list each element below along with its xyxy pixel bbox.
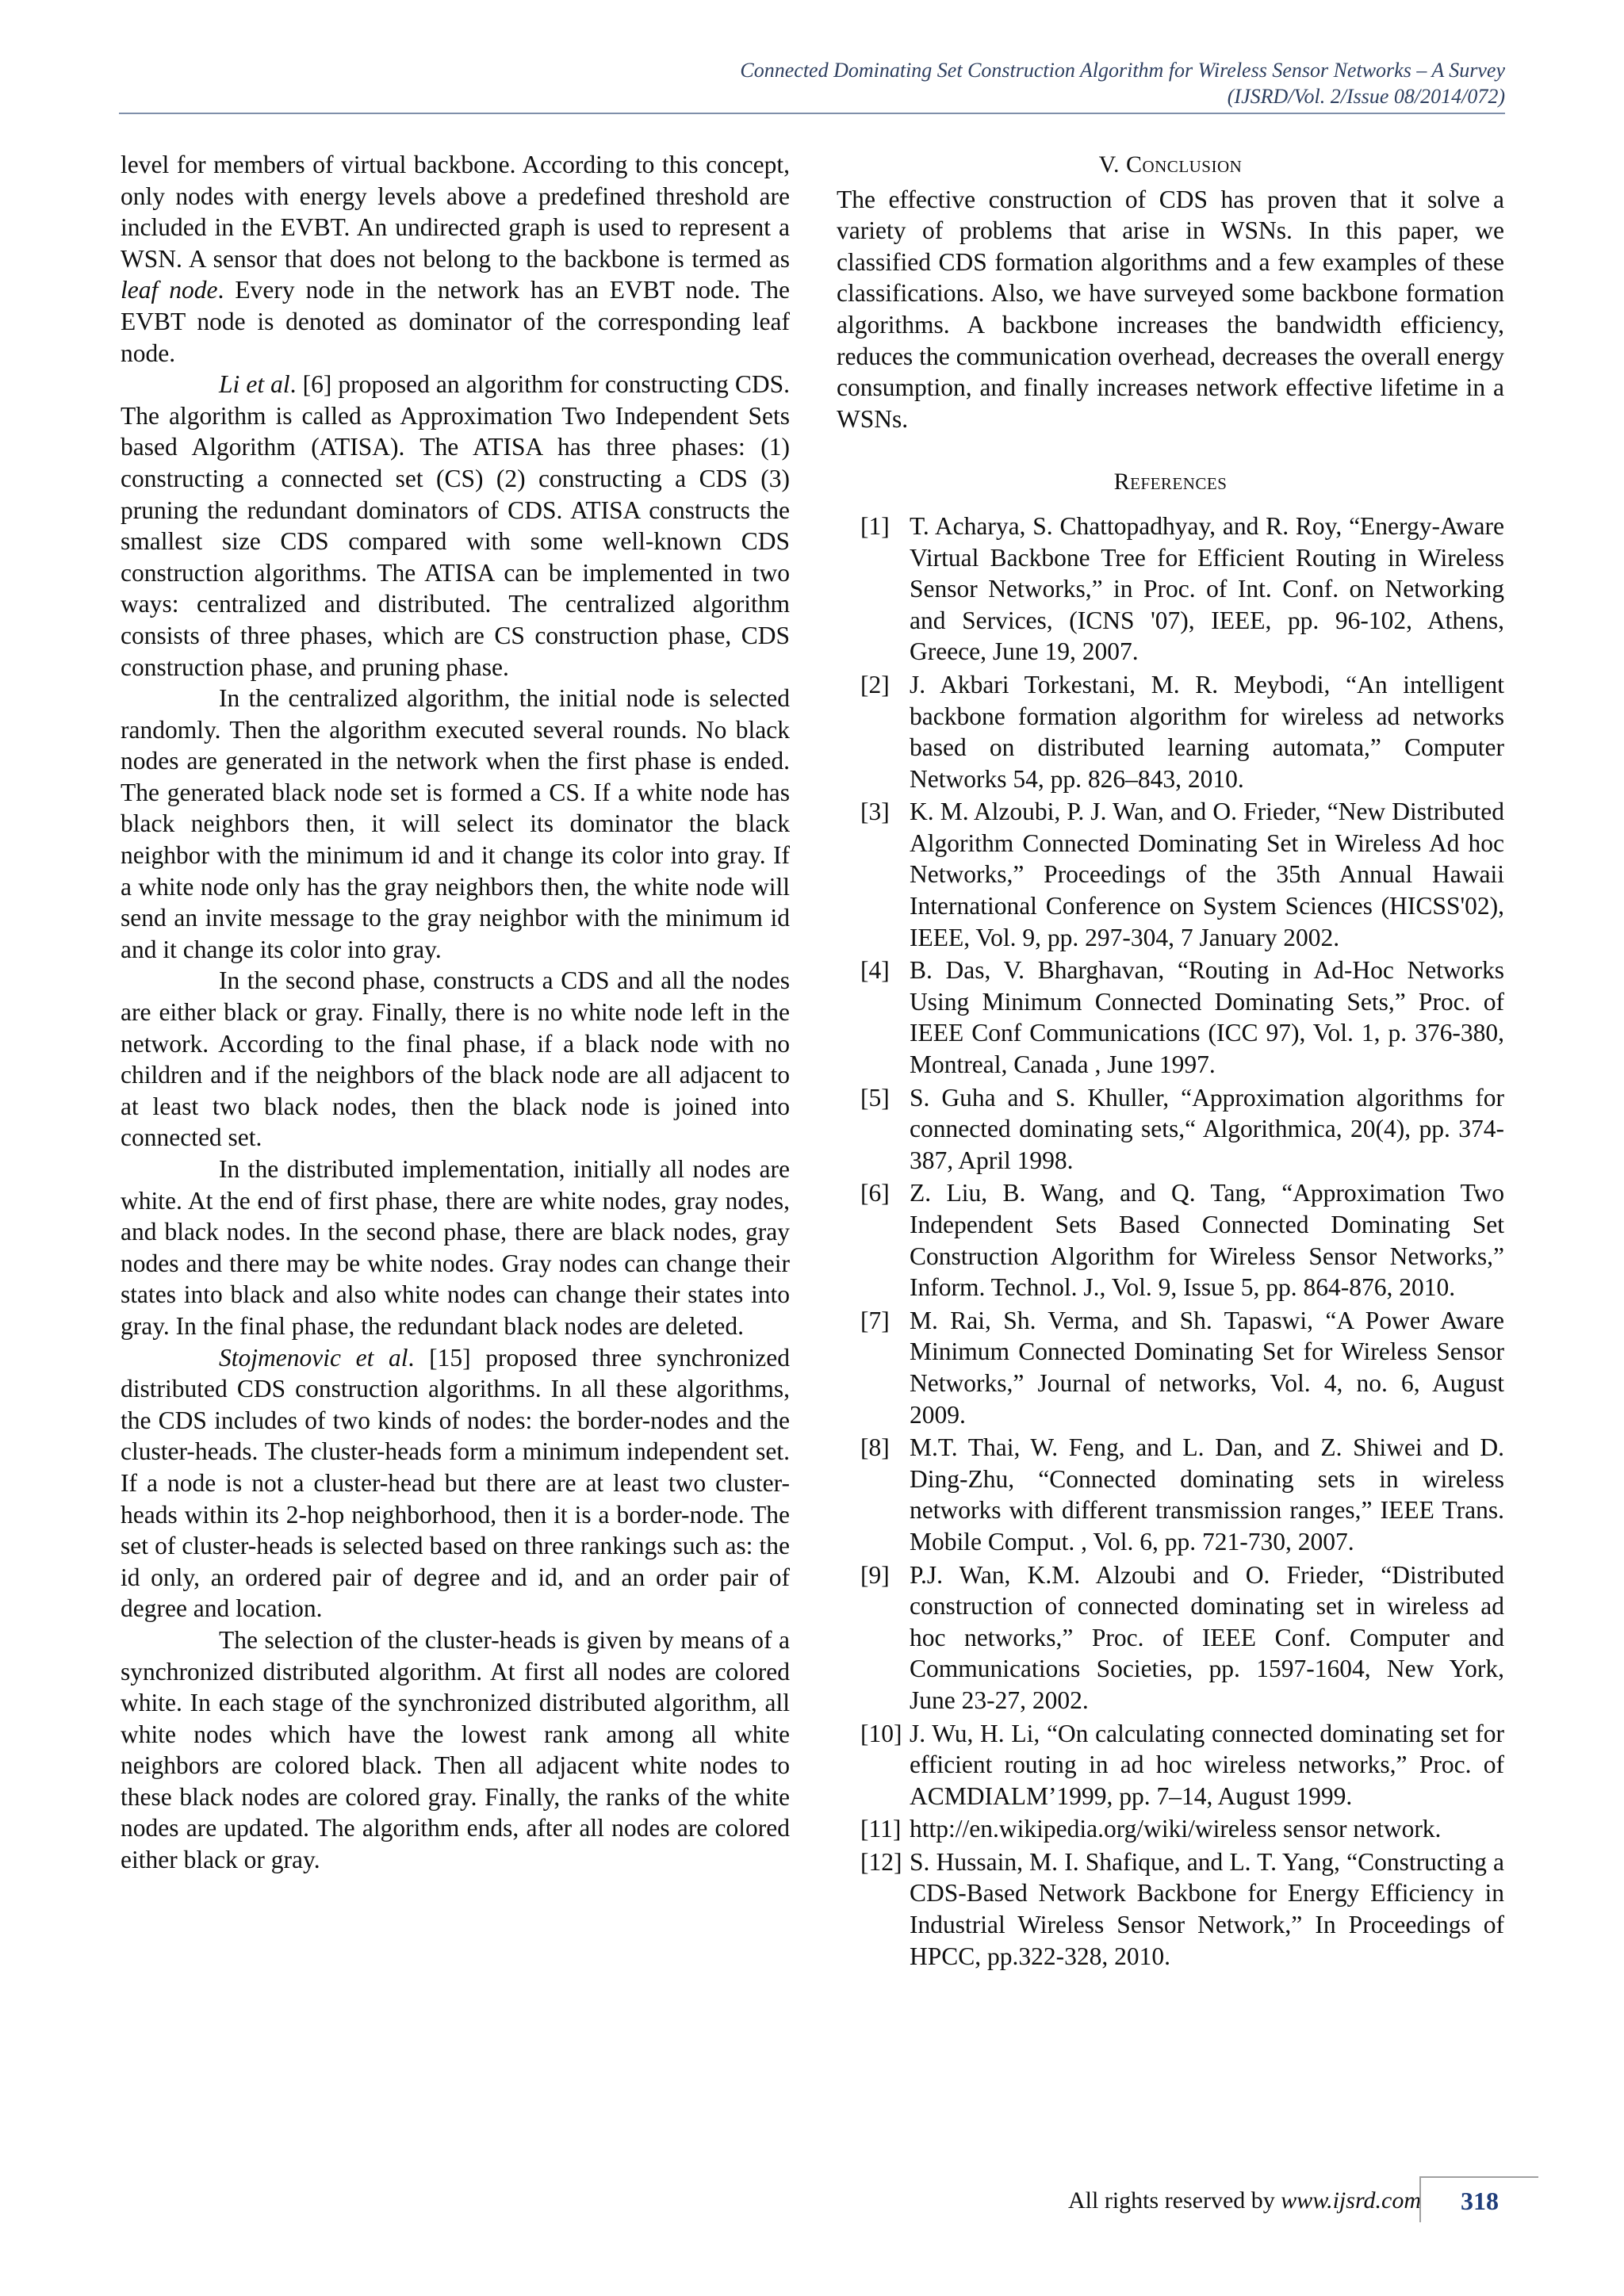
page-number: 318 xyxy=(1419,2176,1538,2222)
reference-number: [8] xyxy=(860,1433,890,1462)
reference-text: K. M. Alzoubi, P. J. Wan, and O. Frieder, “New Distributed Algorithm Connected Dominating Set in Wireless Ad hoc Networks,” Proceedings of the 35th Annual Hawaii International Conference on System Sciences (HICSS'02), IEEE, Vol. 9, pp. 297-304, 7 January 2002. xyxy=(910,798,1504,951)
reference-item xyxy=(837,1846,1504,1972)
reference-item xyxy=(837,1305,1504,1430)
reference-item xyxy=(837,955,1504,1080)
reference-text: S. Hussain, M. I. Shafique, and L. T. Yang, “Constructing a CDS-Based Network Backbone for Energy Efficiency in Industrial Wireless Sensor Network,” In Proceedings of HPCC, pp.322-328, 2010. xyxy=(910,1847,1504,1970)
paragraph-atisa: Li et al. [6] proposed an algorithm for constructing CDS. The algorithm is called as Approximation Two Independent Sets based Algorithm (ATISA). The ATISA has three phases: (1) constructing a connected set (CS) (2) constructing a CDS (3) pruning the redundant dominators of CDS. ATISA constructs the smallest size CDS compared with some well-known CDS construction algorithms. The ATISA can be implemented in two ways: centralized and distributed. The centralized algorithm consists of three phases, which are CS construction phase, CDS construction phase, and pruning phase. xyxy=(121,370,790,681)
reference-number: [4] xyxy=(860,956,890,985)
reference-number: [2] xyxy=(860,670,890,698)
reference-number: [10] xyxy=(860,1719,902,1747)
reference-text: P.J. Wan, K.M. Alzoubi and O. Frieder, “Distributed construction of connected dominating set in wireless ad hoc networks,” Proc. of IEEE Conf. Computer and Communications Societies, pp. 1597-1604, New York, June 23-27, 2002. xyxy=(910,1560,1504,1714)
header-volume: (IJSRD/Vol. 2/Issue 08/2014/072) xyxy=(1227,85,1505,108)
footer-rights: All rights reserved by www.ijsrd.com xyxy=(1068,2187,1421,2214)
reference-number: [5] xyxy=(860,1083,890,1112)
reference-text: Z. Liu, B. Wang, and Q. Tang, “Approximation Two Independent Sets Based Connected Dominating Set Construction Algorithm for Wireless Sensor Networks,” Inform. Technol. J., Vol. 9, Issue 5, pp. 864-876, 2010. xyxy=(910,1179,1504,1302)
paragraph-cluster-heads: The selection of the cluster-heads is given by means of a synchronized distributed algorithm. At first all nodes are colored white. In each stage of the synchronized distributed algorithm, all white nodes which have the lowest rank among all white neighbors are colored black. Then all adjacent white nodes to these black nodes are colored gray. Finally, the ranks of the white nodes are updated. The algorithm ends, after all nodes are colored either black or gray. xyxy=(121,1625,790,1874)
references-heading: References xyxy=(1113,469,1228,496)
conclusion-text: The effective construction of CDS has proven that it solve a variety of problems that arise in WSNs. In this paper, we classified CDS formation algorithms and a few examples of these classifications. Also, we have surveyed some backbone formation algorithms. A backbone increases the bandwidth efficiency, reduces the communication overhead, decreases the overall energy consumption, and finally increases network effective lifetime in a WSNs. xyxy=(837,185,1504,433)
conclusion-heading: V. Conclusion xyxy=(1098,151,1243,178)
reference-item xyxy=(837,796,1504,953)
reference-item xyxy=(837,1718,1504,1812)
reference-item xyxy=(837,1813,1504,1845)
header-rule xyxy=(119,113,1505,114)
term-leaf-node: leaf node xyxy=(121,276,218,304)
reference-number: [1] xyxy=(860,511,890,540)
paragraph-centralized: In the centralized algorithm, the initial node is selected randomly. Then the algorithm executed several rounds. No black nodes are generated in the network when the first phase is ended. The generated black node set is formed a CS. If a white node has black neighbors then, it will select its dominator the black neighbor with the minimum id and it change its color into gray. If a white node only has the gray neighbors then, the white node will send an invite message to the gray neighbor with the minimum id and it change its color into gray. xyxy=(121,684,790,963)
reference-text: T. Acharya, S. Chattopadhyay, and R. Roy, “Energy-Aware Virtual Backbone Tree for Efficient Routing in Wireless Sensor Networks,” in Proc. of Int. Conf. on Networking and Services, (ICNS '07), IEEE, pp. 96-102, Athens, Greece, June 19, 2007. xyxy=(910,511,1504,666)
reference-number: [6] xyxy=(860,1179,890,1207)
paragraph-stojmenovic: Stojmenovic et al. [15] proposed three synchronized distributed CDS construction algorithms. In all these algorithms, the CDS includes of two kinds of nodes: the border-nodes and the cluster-heads. The cluster-heads form a minimum independent set. If a node is not a cluster-head but there are at least two cluster-heads within its 2-hop neighborhood, then it is a border-node. The set of cluster-heads is selected based on three rankings such as: the id only, an ordered pair of degree and id, and an order pair of degree and location. xyxy=(121,1343,790,1623)
header-title: Connected Dominating Set Construction Algorithm for Wireless Sensor Networks – A Survey xyxy=(740,59,1505,82)
reference-number: [11] xyxy=(860,1815,902,1843)
reference-item xyxy=(837,1559,1504,1716)
reference-item xyxy=(837,1432,1504,1557)
reference-list xyxy=(837,511,1504,1972)
reference-text: J. Wu, H. Li, “On calculating connected dominating set for efficient routing in ad hoc wireless networks,” Proc. of ACMDIALM’1999, pp. 7–14, August 1999. xyxy=(910,1719,1504,1810)
paragraph-second-phase: In the second phase, constructs a CDS and all the nodes are either black or gray. Finally, there is no white node left in the network. According to the final phase, if a black node with no children and if the neighbors of the black node are all adjacent to at least two black nodes, then the black node is joined into connected set. xyxy=(121,966,790,1152)
reference-text: M. Rai, Sh. Verma, and Sh. Tapaswi, “A Power Aware Minimum Connected Dominating Set for Wireless Sensor Networks,” Journal of networks, Vol. 4, no. 6, August 2009. xyxy=(910,1306,1504,1429)
paragraph-distributed: In the distributed implementation, initially all nodes are white. At the end of first phase, there are white nodes, gray nodes, and black nodes. In the second phase, there are black nodes, gray nodes and there may be white nodes. Gray nodes can change their states into black and also white nodes can change their states into gray. In the final phase, the redundant black nodes are deleted. xyxy=(121,1155,790,1340)
reference-number: [7] xyxy=(860,1306,890,1334)
reference-text: J. Akbari Torkestani, M. R. Meybodi, “An intelligent backbone formation algorithm for wireless ad networks based on distributed learning automata,” Computer Networks 54, pp. 826–843, 2010. xyxy=(910,670,1504,793)
reference-number: [9] xyxy=(860,1560,890,1589)
reference-text: B. Das, V. Bharghavan, “Routing in Ad-Hoc Networks Using Minimum Connected Dominating Sets,” Proc. of IEEE Conf Communications (ICC 97), Vol. 1, p. 376-380, Montreal, Canada , June 1997. xyxy=(910,956,1504,1079)
author-stojmenovic: Stojmenovic et al xyxy=(219,1343,408,1372)
reference-text: http://en.wikipedia.org/wiki/wireless sensor network. xyxy=(910,1815,1442,1843)
reference-number: [3] xyxy=(860,798,890,826)
paragraph-evbt: level for members of virtual backbone. According to this concept, only nodes with energy levels above a predefined threshold are included in the EVBT. An undirected graph is used to represent a WSN. A sensor that does not belong to the backbone is termed as leaf node. Every node in the network has an EVBT node. The EVBT node is denoted as dominator of the corresponding leaf node. xyxy=(121,151,790,367)
reference-item xyxy=(837,511,1504,668)
footer-site-link[interactable]: www.ijsrd.com xyxy=(1281,2187,1421,2214)
reference-text: S. Guha and S. Khuller, “Approximation algorithms for connected dominating sets,“ Algorithmica, 20(4), pp. 374-387, April 1998. xyxy=(910,1083,1504,1174)
reference-text: M.T. Thai, W. Feng, and L. Dan, and Z. Shiwei and D. Ding-Zhu, “Connected dominating sets in wireless networks with different transmission ranges,” IEEE Trans. Mobile Comput. , Vol. 6, pp. 721-730, 2007. xyxy=(910,1433,1504,1556)
reference-item xyxy=(837,1082,1504,1177)
reference-item xyxy=(837,669,1504,794)
reference-number: [12] xyxy=(860,1847,902,1876)
reference-item xyxy=(837,1177,1504,1303)
running-header xyxy=(119,57,1505,109)
left-column xyxy=(121,149,790,1876)
right-column xyxy=(837,149,1504,1973)
footer xyxy=(912,2176,1538,2230)
author-li: Li et al xyxy=(219,370,290,399)
